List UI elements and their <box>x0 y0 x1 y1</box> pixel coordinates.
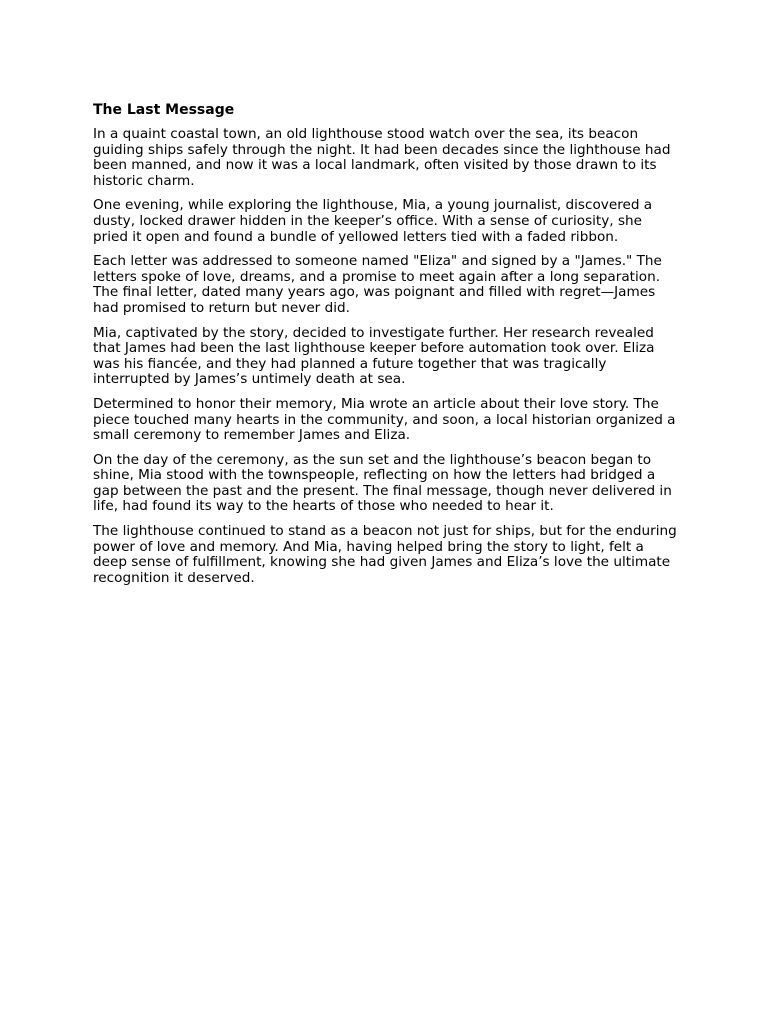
paragraph-4: Mia, captivated by the story, decided to investigate further. Her research revealed that James had been the last lighthouse keeper before automation took over. Eliza was his fiancée, and they had planned a future together that was tragically interrupted by James’s untimely death at sea. <box>93 324 655 388</box>
document-page <box>93 101 678 595</box>
paragraph-5: Determined to honor their memory, Mia wrote an article about their love story. The piece touched many hearts in the community, and soon, a local historian organized a small ceremony to remember James and Eliza. <box>93 395 676 444</box>
paragraph-6: On the day of the ceremony, as the sun set and the lighthouse’s beacon began to shine, Mia stood with the townspeople, reflecting on how the letters had bridged a gap between the past and the present. The final message, though never delivered in life, had found its way to the hearts of those who needed to hear it. <box>93 451 672 515</box>
paragraph-2: One evening, while exploring the lighthouse, Mia, a young journalist, discovered a dusty, locked drawer hidden in the keeper’s office. With a sense of curiosity, she pried it open and found a bundle of yellowed letters tied with a faded ribbon. <box>93 197 653 245</box>
paragraph-3: Each letter was addressed to someone named "Eliza" and signed by a "James." The letters spoke of love, dreams, and a promise to meet again after a long separation. The final letter, dated many years ago, was poignant and filled with regret—James had promised to return but never did. <box>93 253 662 316</box>
paragraph-7: The lighthouse continued to stand as a beacon not just for ships, but for the enduring power of love and memory. And Mia, having helped bring the story to light, felt a deep sense of fulfillment, knowing she had given James and Eliza’s love the ultimate recognition it deserved. <box>93 523 677 586</box>
document-title: The Last Message <box>93 102 235 118</box>
paragraph-1: In a quaint coastal town, an old lighthouse stood watch over the sea, its beacon guiding ships safely through the night. It had been decades since the lighthouse had been manned, and now it was a local landmark, often visited by those drawn to its historic charm. <box>93 126 671 189</box>
